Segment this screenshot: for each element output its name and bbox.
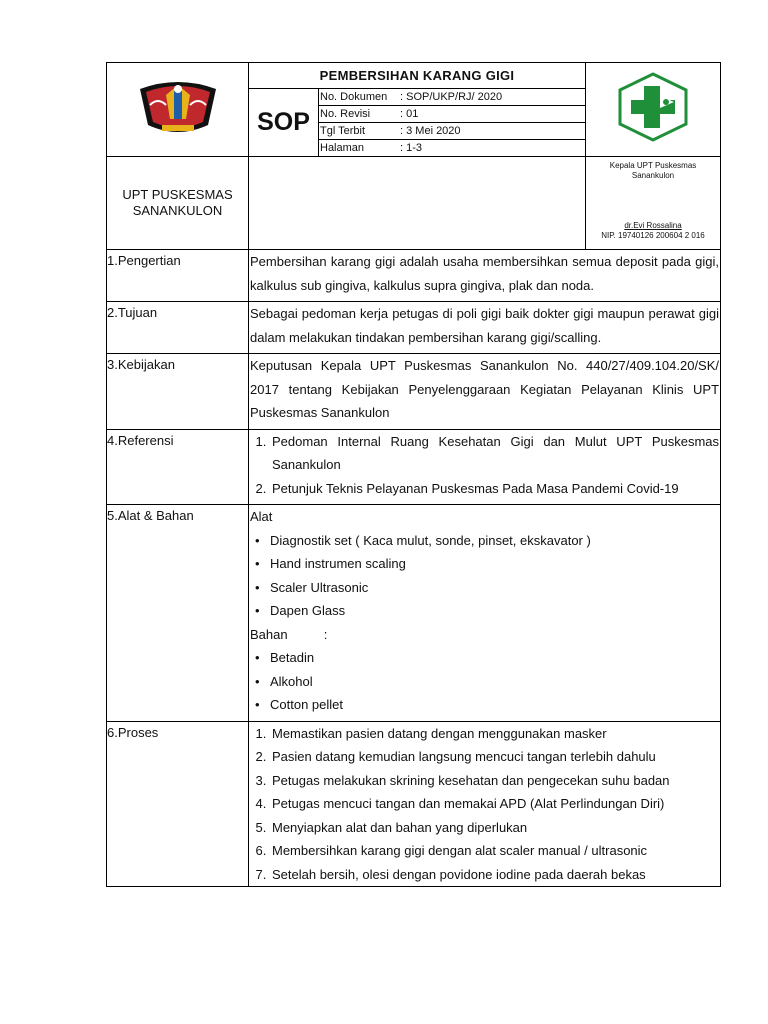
section-proses bbox=[249, 721, 721, 887]
document-meta bbox=[319, 89, 586, 157]
section-text: Keputusan Kepala UPT Puskesmas Sanankulon No. 440/27/409.104.20/SK/ 2017 tentang Kebijakan Penyelenggaraan Kegiatan Pelayanan Klinis UPT Puskesmas Sanankulon bbox=[250, 358, 720, 420]
list-item: • Alkohol bbox=[270, 670, 719, 694]
section-alat-bahan bbox=[249, 505, 721, 722]
sop-table bbox=[106, 62, 721, 887]
signer-name: dr.Evi Rossalina bbox=[624, 221, 682, 230]
alat-list bbox=[250, 529, 719, 623]
meta-label: Halaman bbox=[320, 142, 365, 154]
process-list bbox=[250, 722, 719, 887]
bahan-list bbox=[250, 646, 719, 717]
list-item: 2. Petunjuk Teknis Pelayanan Puskesmas Pada Masa Pandemi Covid-19 bbox=[270, 477, 719, 501]
list-item: 2. Pasien datang kemudian langsung mencuci tangan terlebih dahulu bbox=[270, 745, 719, 769]
signer-title-line: Sanankulon bbox=[631, 171, 675, 180]
org-line: UPT PUSKESMAS bbox=[122, 187, 233, 202]
section-label: 2.Tujuan bbox=[107, 302, 249, 354]
list-item: 7. Setelah bersih, olesi dengan povidone iodine pada daerah bekas bbox=[270, 863, 719, 887]
list-item: • Scaler Ultrasonic bbox=[270, 576, 719, 600]
meta-value: : 3 Mei 2020 bbox=[399, 123, 585, 140]
section-label: 4.Referensi bbox=[107, 429, 249, 505]
list-item: 1. Memastikan pasien datang dengan menggunakan masker bbox=[270, 722, 719, 746]
organization-name bbox=[107, 157, 249, 250]
list-item: • Hand instrumen scaling bbox=[270, 552, 719, 576]
alat-heading: Alat bbox=[250, 509, 273, 524]
blank-cell bbox=[249, 157, 586, 250]
list-item: • Betadin bbox=[270, 646, 719, 670]
section-text: Pembersihan karang gigi adalah usaha membersihkan semua deposit pada gigi, kalkulus sub gingiva, kalkulus supra gingiva, plak dan noda. bbox=[250, 254, 720, 293]
list-item: 1. Pedoman Internal Ruang Kesehatan Gigi dan Mulut UPT Puskesmas Sanankulon bbox=[270, 430, 719, 477]
regency-logo-icon bbox=[136, 75, 220, 139]
org-line: SANANKULON bbox=[132, 203, 223, 218]
meta-label: No. Revisi bbox=[319, 106, 399, 123]
signature-block bbox=[586, 157, 721, 250]
meta-label: Tgl Terbit bbox=[319, 123, 399, 140]
sop-label: SOP bbox=[249, 89, 319, 157]
section-pengertian bbox=[249, 250, 721, 302]
section-label: 6.Proses bbox=[107, 721, 249, 887]
signer-title-line: Kepala UPT Puskesmas bbox=[609, 161, 697, 170]
section-label: 1.Pengertian bbox=[107, 250, 249, 302]
list-item: • Diagnostik set ( Kaca mulut, sonde, pinset, ekskavator ) bbox=[270, 529, 719, 553]
section-label: 3.Kebijakan bbox=[107, 354, 249, 430]
reference-list bbox=[250, 430, 719, 501]
puskesmas-logo-cell bbox=[586, 63, 721, 157]
bahan-heading: Bahan : bbox=[250, 626, 328, 642]
meta-value: : 01 bbox=[399, 106, 585, 123]
signer-title bbox=[586, 161, 720, 181]
sop-document bbox=[106, 62, 720, 887]
list-item: • Cotton pellet bbox=[270, 693, 719, 717]
puskesmas-logo-icon bbox=[616, 72, 690, 142]
list-item: 5. Menyiapkan alat dan bahan yang diperlukan bbox=[270, 816, 719, 840]
list-item: 6. Membersihkan karang gigi dengan alat scaler manual / ultrasonic bbox=[270, 839, 719, 863]
section-text: Sebagai pedoman kerja petugas di poli gigi baik dokter gigi maupun perawat gigi dalam melakukan tindakan pembersihan karang gigi/scalling. bbox=[250, 306, 720, 345]
section-kebijakan bbox=[249, 354, 721, 430]
list-item: 3. Petugas melakukan skrining kesehatan dan pengecekan suhu badan bbox=[270, 769, 719, 793]
meta-value: : SOP/UKP/RJ/ 2020 bbox=[399, 89, 585, 106]
list-item: • Dapen Glass bbox=[270, 599, 719, 623]
document-title: PEMBERSIHAN KARANG GIGI bbox=[249, 63, 586, 89]
meta-value: : 1-3 bbox=[400, 142, 423, 154]
meta-label: No. Dokumen bbox=[319, 89, 399, 106]
list-item: 4. Petugas mencuci tangan dan memakai APD (Alat Perlindungan Diri) bbox=[270, 792, 719, 816]
signer-nip: NIP. 19740126 200604 2 016 bbox=[601, 231, 705, 240]
section-label: 5.Alat & Bahan bbox=[107, 505, 249, 722]
regency-logo-cell bbox=[107, 63, 249, 157]
section-referensi bbox=[249, 429, 721, 505]
section-tujuan bbox=[249, 302, 721, 354]
